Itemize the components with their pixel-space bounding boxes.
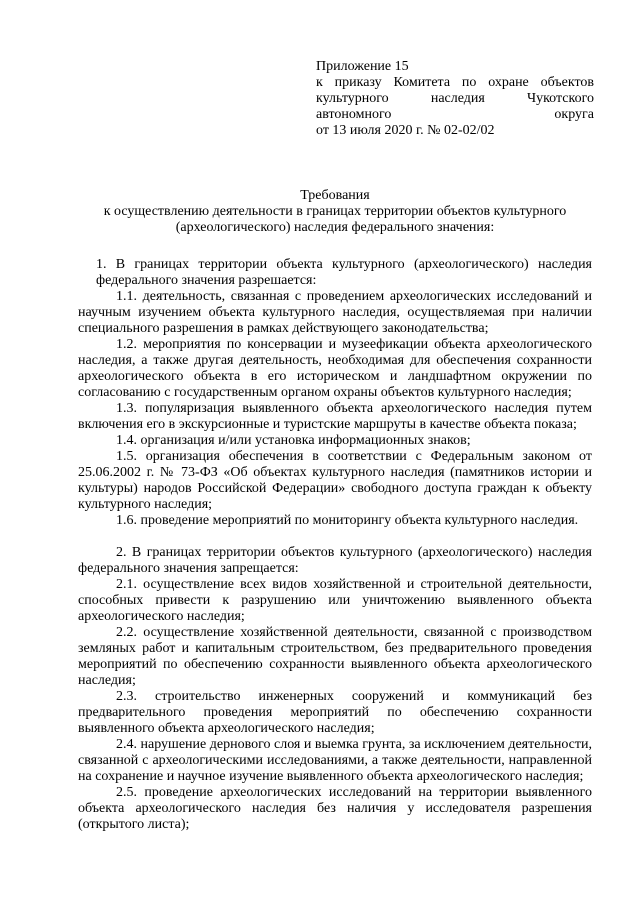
annex-block <box>316 59 594 139</box>
section2-item-5: 2.5. проведение археологических исследований на территории выявленного объекта археологического наследия без наличия у исследователя разрешения (открытого листа); <box>78 785 592 832</box>
section-spacer <box>78 529 592 545</box>
annex-order-reference: к приказу Комитета по охране объектов культурного наследия Чукотского автономного округа <box>316 75 594 122</box>
annex-number: Приложение 15 <box>316 59 409 74</box>
section1-item-5: 1.5. организация обеспечения в соответствии с Федеральным законом от 25.06.2002 г. № 73-ФЗ «Об объектах культурного наследия (памятников истории и культуры) народов Российской Федерации» свободного доступа граждан к объекту культурного наследия; <box>78 449 592 512</box>
section1-item-1: 1.1. деятельность, связанная с проведением археологических исследований и научным изучением объекта культурного наследия, осуществляемая при наличии специального разрешения в рамках действующего законодательства; <box>78 289 592 336</box>
section2-item-2: 2.2. осуществление хозяйственной деятельности, связанной с производством земляных работ и капитальным строительством, без предварительного проведения мероприятий по обеспечению сохранности выявленного объекта археологического наследия; <box>78 625 592 688</box>
section2-item-4: 2.4. нарушение дернового слоя и выемка грунта, за исключением деятельности, связанной с археологическими исследованиями, а также деятельности, направленной на сохранение и научное изучение выявленного объекта археологического наследия; <box>78 737 592 784</box>
section1-item-2: 1.2. мероприятия по консервации и музеефикации объекта археологического наследия, а также другая деятельность, необходимая для обеспечения сохранности археологического объекта в его историческом и ландшафтном окружении по согласованию с государственным органом охраны объектов культурного наследия; <box>78 337 592 400</box>
document-heading <box>78 188 592 236</box>
document-subtitle: к осуществлению деятельности в границах территории объектов культурного (археологического) наследия федерального значения: <box>103 204 567 235</box>
document-body <box>78 257 592 833</box>
section2-item-1: 2.1. осуществление всех видов хозяйственной и строительной деятельности, способных привести к разрушению или уничтожению выявленного объекта археологического наследия; <box>78 577 592 624</box>
annex-date: от 13 июля 2020 г. № 02-02/02 <box>316 123 495 138</box>
section2-intro: 2. В границах территории объектов культурного (археологического) наследия федерального значения запрещается: <box>78 545 592 576</box>
section1-intro: 1. В границах территории объекта культурного (археологического) наследия федерального значения разрешается: <box>96 257 592 288</box>
section2-item-3: 2.3. строительство инженерных сооружений и коммуникаций без предварительного проведения мероприятий по обеспечению сохранности выявленного объекта археологического наследия; <box>78 689 592 736</box>
document-title: Требования <box>300 188 370 203</box>
section1-item-4: 1.4. организация и/или установка информационных знаков; <box>116 433 471 448</box>
section1-item-6: 1.6. проведение мероприятий по мониторингу объекта культурного наследия. <box>116 513 579 528</box>
section1-item-3: 1.3. популяризация выявленного объекта археологического наследия путем включения его в экскурсионные и туристские маршруты в качестве объекта показа; <box>78 401 592 432</box>
